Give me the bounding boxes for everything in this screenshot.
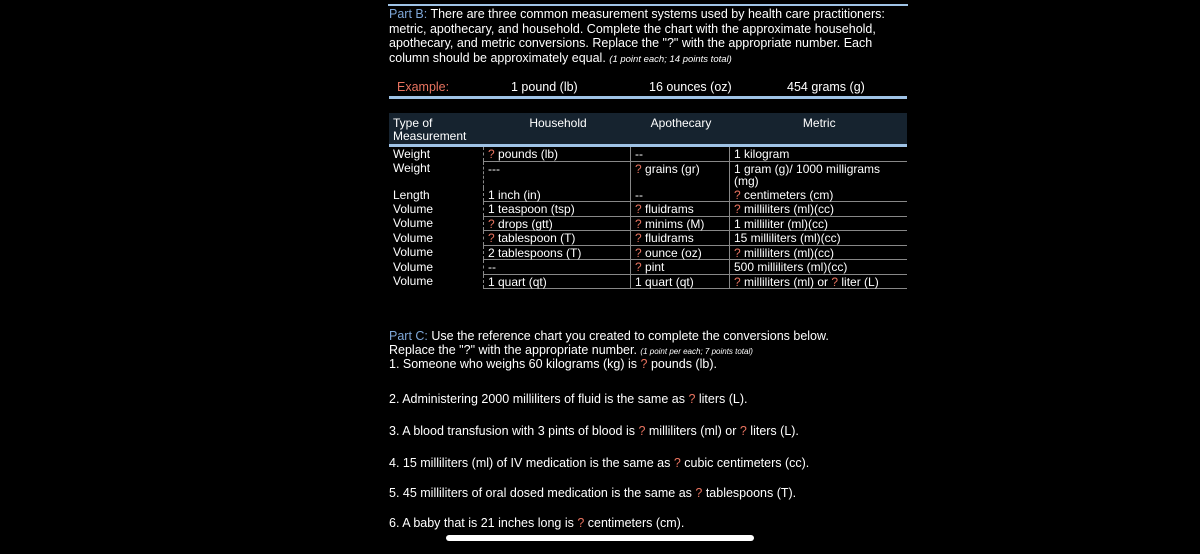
cell-text: milliliters (ml) or — [740, 274, 832, 289]
cell-text: centimeters (cm) — [740, 187, 834, 202]
example-apothecary: 16 ounces (oz) — [649, 80, 732, 94]
answer-placeholder: ? — [488, 147, 495, 161]
cell-type: Volume — [393, 274, 434, 288]
cell-metric[interactable] — [730, 202, 908, 217]
cell-type: Weight — [393, 147, 431, 161]
cell-text: 1 inch (in) — [488, 187, 541, 202]
answer-placeholder: ? — [635, 260, 642, 274]
cell-household[interactable] — [484, 260, 631, 275]
answer-placeholder: ? — [635, 202, 642, 216]
part-b-points-note: (1 point each; 14 points total) — [609, 53, 732, 65]
question-text: 2. Administering 2000 milliliters of fluid is the same as — [389, 392, 689, 406]
cell-text: 500 milliliters (ml)(cc) — [734, 260, 848, 274]
answer-placeholder: ? — [635, 216, 642, 231]
part-c-line2: Replace the "?" with the appropriate number. — [389, 342, 637, 357]
answer-placeholder: ? — [635, 231, 642, 245]
question-5 — [389, 486, 796, 500]
cell-type: Volume — [393, 216, 434, 230]
question-text: liters (L). — [695, 392, 748, 406]
cell-apothecary[interactable] — [631, 161, 730, 188]
cell-household[interactable] — [484, 202, 631, 217]
cell-metric[interactable] — [730, 188, 908, 202]
cell-text: milliliters (ml)(cc) — [740, 245, 834, 260]
part-c-instructions — [389, 330, 909, 372]
cell-apothecary[interactable] — [631, 216, 730, 231]
cell-text: 1 quart (qt) — [635, 274, 694, 289]
cell-type: Volume — [393, 201, 434, 216]
cell-text: 1 milliliter (ml)(cc) — [734, 216, 828, 231]
answer-placeholder: ? — [734, 245, 741, 260]
cell-metric[interactable] — [730, 274, 908, 289]
cell-type: Volume — [393, 245, 434, 259]
cell-type: Length — [393, 187, 430, 202]
cell-household[interactable] — [484, 274, 631, 289]
example-household: 1 pound (lb) — [511, 80, 578, 94]
answer-placeholder: ? — [635, 161, 642, 176]
cell-household[interactable] — [484, 146, 631, 162]
example-metric: 454 grams (g) — [787, 80, 865, 94]
question-text: pounds (lb). — [647, 357, 717, 371]
cell-apothecary[interactable] — [631, 274, 730, 289]
answer-placeholder: ? — [488, 216, 495, 231]
cell-metric[interactable] — [730, 161, 908, 188]
cell-text: milliliters (ml)(cc) — [740, 202, 834, 216]
cell-household[interactable] — [484, 161, 631, 188]
cell-text: minims (M) — [641, 216, 705, 231]
cell-metric[interactable] — [730, 231, 908, 246]
cell-metric[interactable] — [730, 146, 908, 162]
example-row — [389, 80, 907, 99]
answer-placeholder: ? — [635, 245, 642, 260]
part-b-text: There are three common measurement systems used by health care practitioners: metric, apothecary, and household. Complete the chart with the approximate household, apothecary, and metric conversions. Replace the "?" with the appropriate number. Each column should be approximately equal. — [389, 7, 885, 65]
cell-text: pounds (lb) — [494, 147, 559, 161]
answer-placeholder: ? — [695, 486, 703, 500]
example-label: Example: — [397, 80, 450, 94]
question-4 — [389, 456, 809, 470]
cell-text: -- — [635, 187, 643, 202]
part-c-text: Use the reference chart you created to complete the conversions below. — [427, 329, 829, 343]
answer-placeholder: ? — [640, 357, 648, 371]
cell-apothecary[interactable] — [631, 260, 730, 275]
cell-text: liter (L) — [838, 274, 879, 289]
cell-text: fluidrams — [641, 231, 694, 245]
question-2 — [389, 392, 748, 406]
table-row — [389, 161, 907, 188]
cell-apothecary[interactable] — [631, 202, 730, 217]
part-c-label: Part C: — [389, 329, 428, 343]
question-text: 4. 15 milliliters (ml) of IV medication is the same as — [389, 456, 674, 470]
table-row — [389, 245, 907, 260]
cell-text: 2 tablespoons (T) — [488, 245, 582, 260]
answer-placeholder: ? — [831, 274, 839, 289]
cell-text: -- — [635, 147, 643, 161]
cell-household[interactable] — [484, 245, 631, 260]
header-type: Type of Measurement — [393, 116, 467, 143]
conversion-table — [389, 113, 907, 289]
question-text: 5. 45 milliliters of oral dosed medication is the same as — [389, 486, 696, 500]
question-6 — [389, 516, 684, 530]
table-row — [389, 202, 907, 217]
answer-placeholder: ? — [688, 392, 696, 406]
top-rule — [388, 0, 908, 6]
question-text: 6. A baby that is 21 inches long is — [389, 516, 578, 530]
cell-type: Volume — [393, 259, 434, 274]
header-metric: Metric — [802, 116, 836, 130]
cell-text: 1 gram (g)/ 1000 milligrams (mg) — [734, 161, 881, 188]
cell-text: 1 teaspoon (tsp) — [488, 202, 575, 216]
cell-household[interactable] — [484, 188, 631, 202]
header-apothecary: Apothecary — [650, 116, 712, 130]
table-row — [389, 231, 907, 246]
answer-placeholder: ? — [488, 231, 495, 245]
cell-text: --- — [488, 161, 500, 176]
cell-type: Volume — [393, 230, 434, 245]
table-row — [389, 188, 907, 202]
answer-placeholder: ? — [673, 456, 681, 470]
conversion-table-body — [389, 146, 907, 289]
question-text: 1. Someone who weighs 60 kilograms (kg) is — [389, 357, 641, 371]
question-text: 3. A blood transfusion with 3 pints of blood is — [389, 424, 639, 438]
cell-text: grains (gr) — [641, 161, 700, 176]
cell-metric[interactable] — [730, 260, 908, 275]
question-text: milliliters (ml) or — [645, 424, 740, 438]
answer-placeholder: ? — [734, 274, 741, 289]
answer-placeholder: ? — [734, 202, 741, 216]
cell-text: -- — [488, 260, 496, 274]
question-text: tablespoons (T). — [702, 486, 797, 500]
cell-metric[interactable] — [730, 245, 908, 260]
cell-text: ounce (oz) — [641, 245, 702, 260]
cell-apothecary[interactable] — [631, 231, 730, 246]
answer-placeholder: ? — [739, 424, 747, 438]
answer-placeholder: ? — [577, 516, 585, 530]
table-row — [389, 216, 907, 231]
cell-apothecary[interactable] — [631, 245, 730, 260]
answer-placeholder: ? — [734, 187, 741, 202]
question-text: centimeters (cm). — [584, 516, 685, 530]
table-row — [389, 260, 907, 275]
table-row — [389, 274, 907, 289]
cell-text: pint — [641, 260, 665, 274]
cell-household[interactable] — [484, 231, 631, 246]
question-text: cubic centimeters (cc). — [680, 456, 810, 470]
part-b-instructions — [389, 7, 909, 67]
cell-text: 1 quart (qt) — [488, 274, 547, 289]
cell-text: fluidrams — [641, 202, 694, 216]
cell-type: Weight — [393, 161, 431, 175]
cell-apothecary[interactable] — [631, 146, 730, 162]
cell-household[interactable] — [484, 216, 631, 231]
answer-placeholder: ? — [638, 424, 646, 438]
horizontal-scrollbar[interactable] — [446, 535, 754, 541]
cell-text: drops (gtt) — [494, 216, 553, 231]
question-3 — [389, 424, 799, 438]
question-text: liters (L). — [746, 424, 799, 438]
header-household: Household — [529, 116, 587, 130]
cell-metric[interactable] — [730, 216, 908, 231]
question-1 — [389, 358, 909, 372]
table-row — [389, 146, 907, 162]
cell-text: 1 kilogram — [734, 147, 790, 161]
cell-text: tablespoon (T) — [494, 231, 576, 245]
part-b-label: Part B: — [389, 7, 428, 21]
cell-text: 15 milliliters (ml)(cc) — [734, 231, 841, 245]
cell-apothecary[interactable] — [631, 188, 730, 202]
part-c-points-note: (1 point per each; 7 points total) — [640, 346, 753, 356]
